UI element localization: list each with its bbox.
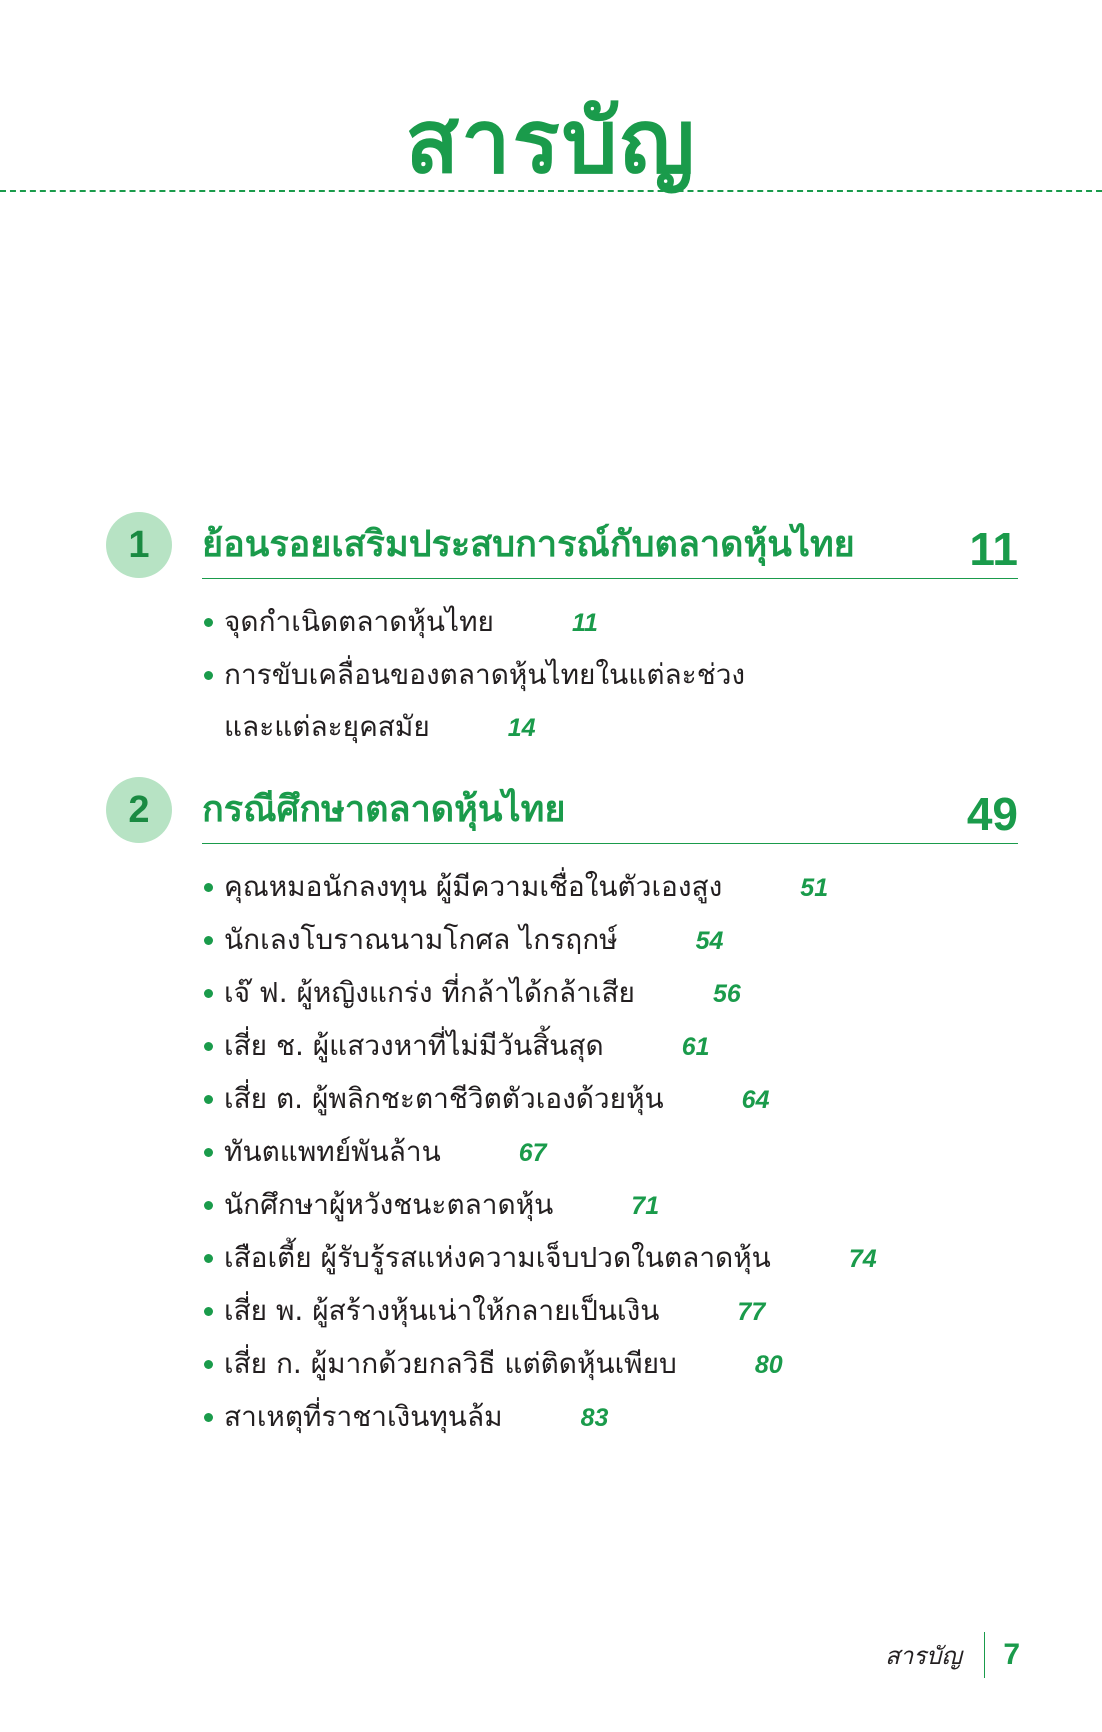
item-text: ทันตแพทย์พันล้าน: [224, 1135, 441, 1168]
chapter-number-badge: 1: [106, 512, 172, 578]
list-item: [202, 967, 877, 1020]
bullet-icon: [204, 1413, 213, 1422]
item-page-number: 54: [695, 927, 724, 955]
bullet-icon: [204, 618, 213, 627]
page-title: สารบัญ: [405, 90, 697, 193]
list-item: [202, 1338, 877, 1391]
item-page-number: 67: [518, 1139, 547, 1167]
chapter-heading: [202, 781, 1018, 844]
item-text: เสี่ย พ. ผู้สร้างหุ้นเน่าให้กลายเป็นเงิน: [224, 1294, 660, 1327]
bullet-icon: [204, 1360, 213, 1369]
list-item: [202, 1073, 877, 1126]
bullet-icon: [204, 1201, 213, 1210]
item-page-number: 83: [580, 1404, 609, 1432]
item-text: สาเหตุที่ราชาเงินทุนล้ม: [224, 1400, 503, 1433]
list-item: [202, 1126, 877, 1179]
bullet-icon: [204, 1148, 213, 1157]
item-page-number: 56: [712, 980, 741, 1008]
chapter-heading: [202, 516, 1018, 579]
item-page-number: 74: [848, 1245, 877, 1273]
footer-divider: [984, 1632, 986, 1678]
item-text: เจ๊ ฟ. ผู้หญิงแกร่ง ที่กล้าได้กล้าเสีย: [224, 976, 635, 1009]
page-number: 7: [1003, 1638, 1020, 1671]
chapter-item-list: [202, 861, 877, 1444]
item-text: นักศึกษาผู้หวังชนะตลาดหุ้น: [224, 1188, 554, 1221]
chapter-title: ย้อนรอยเสริมประสบการณ์กับตลาดหุ้นไทย: [202, 524, 855, 565]
bullet-icon: [204, 883, 213, 892]
item-text: จุดกำเนิดตลาดหุ้นไทย: [224, 605, 494, 638]
list-item: [202, 861, 877, 914]
list-item: [202, 1232, 877, 1285]
item-text: การขับเคลื่อนของตลาดหุ้นไทยในแต่ละช่วง: [224, 658, 746, 691]
item-page-number: 77: [737, 1298, 766, 1326]
item-text-continued: และแต่ละยุคสมัย: [224, 710, 430, 743]
bullet-icon: [204, 936, 213, 945]
list-item: [202, 914, 877, 967]
bullet-icon: [204, 1042, 213, 1051]
item-text: เสือเตี้ย ผู้รับรู้รสแห่งความเจ็บปวดในตลาดหุ้น: [224, 1241, 771, 1274]
bullet-icon: [204, 1307, 213, 1316]
chapter-item-list: [202, 596, 745, 754]
bullet-icon: [204, 989, 213, 998]
item-page-number: 14: [507, 714, 536, 742]
chapter-2: [106, 777, 1018, 1437]
bullet-icon: [204, 671, 213, 680]
chapter-1: [106, 512, 1018, 743]
item-page-number: 11: [571, 609, 598, 637]
page-footer: [885, 1630, 1020, 1680]
chapter-title: กรณีศึกษาตลาดหุ้นไทย: [202, 789, 566, 830]
item-text: คุณหมอนักลงทุน ผู้มีความเชื่อในตัวเองสูง: [224, 870, 723, 903]
title-divider: [0, 190, 1102, 192]
item-text: นักเลงโบราณนามโกศล ไกรฤกษ์: [224, 923, 618, 956]
list-item: [202, 1391, 877, 1444]
bullet-icon: [204, 1095, 213, 1104]
list-item: [202, 596, 745, 649]
chapter-page-number: 11: [969, 523, 1018, 575]
item-text: เสี่ย ช. ผู้แสวงหาที่ไม่มีวันสิ้นสุด: [224, 1029, 604, 1062]
chapter-number-badge: 2: [106, 777, 172, 843]
list-item: [202, 649, 745, 754]
item-text: เสี่ย ต. ผู้พลิกชะตาชีวิตตัวเองด้วยหุ้น: [224, 1082, 664, 1115]
item-page-number: 80: [754, 1351, 783, 1379]
list-item: [202, 1179, 877, 1232]
item-page-number: 64: [741, 1086, 770, 1114]
running-header-label: สารบัญ: [885, 1641, 962, 1670]
item-page-number: 51: [800, 874, 829, 902]
item-page-number: 61: [681, 1033, 710, 1061]
list-item: [202, 1285, 877, 1338]
chapter-page-number: 49: [966, 788, 1018, 840]
item-text: เสี่ย ก. ผู้มากด้วยกลวิธี แต่ติดหุ้นเพียบ: [224, 1347, 677, 1380]
bullet-icon: [204, 1254, 213, 1263]
list-item: [202, 1020, 877, 1073]
item-page-number: 71: [631, 1192, 660, 1220]
